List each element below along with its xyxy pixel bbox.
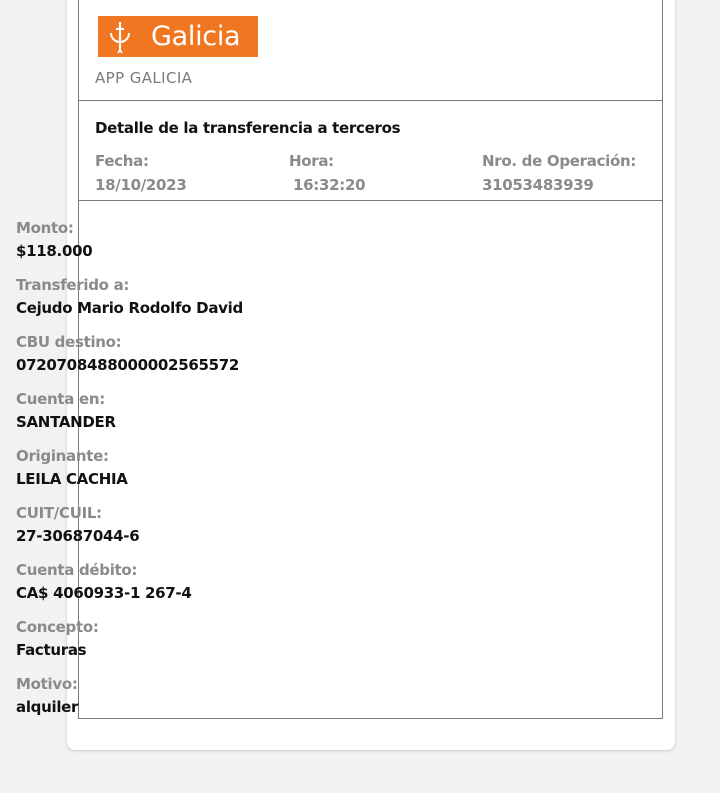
app-name: APP GALICIA: [95, 69, 193, 87]
field-value: CA$ 4060933-1 267-4: [16, 584, 192, 602]
fecha-label: Fecha:: [95, 152, 149, 170]
field-label: Cuenta en:: [16, 390, 105, 408]
field-label: Motivo:: [16, 675, 78, 693]
field-monto: [16, 217, 556, 274]
field-value: 27-30687044-6: [16, 527, 140, 545]
transfer-summary: [79, 101, 662, 201]
transfer-details: [16, 217, 556, 730]
page-title: Detalle de la transferencia a terceros: [95, 119, 401, 137]
field-concepto: [16, 616, 556, 673]
hora-label: Hora:: [289, 152, 334, 170]
field-cbu-destino: [16, 331, 556, 388]
field-transferido-a: [16, 274, 556, 331]
galicia-logo: [98, 16, 258, 57]
brand-name: Galicia: [151, 21, 241, 52]
field-originante: [16, 445, 556, 502]
field-value: Facturas: [16, 641, 87, 659]
field-label: Concepto:: [16, 618, 99, 636]
fecha-value: 18/10/2023: [95, 176, 187, 194]
operacion-label: Nro. de Operación:: [482, 152, 637, 170]
field-label: Monto:: [16, 219, 74, 237]
field-value: Cejudo Mario Rodolfo David: [16, 299, 243, 317]
operacion-value: 31053483939: [482, 176, 594, 194]
field-label: Cuenta débito:: [16, 561, 138, 579]
receipt-header: [79, 0, 662, 101]
field-value: 0720708488000002565572: [16, 356, 240, 374]
hora-value: 16:32:20: [293, 176, 366, 194]
field-value: LEILA CACHIA: [16, 470, 128, 488]
field-motivo: [16, 673, 556, 730]
field-value: $118.000: [16, 242, 93, 260]
field-label: CUIT/CUIL:: [16, 504, 102, 522]
field-value: SANTANDER: [16, 413, 116, 431]
galicia-cross-logo-icon: [98, 16, 142, 57]
field-label: Transferido a:: [16, 276, 130, 294]
field-cuit-cuil: [16, 502, 556, 559]
field-cuenta-en: [16, 388, 556, 445]
field-label: Originante:: [16, 447, 109, 465]
field-cuenta-debito: [16, 559, 556, 616]
field-value: alquiler: [16, 698, 79, 716]
field-label: CBU destino:: [16, 333, 122, 351]
